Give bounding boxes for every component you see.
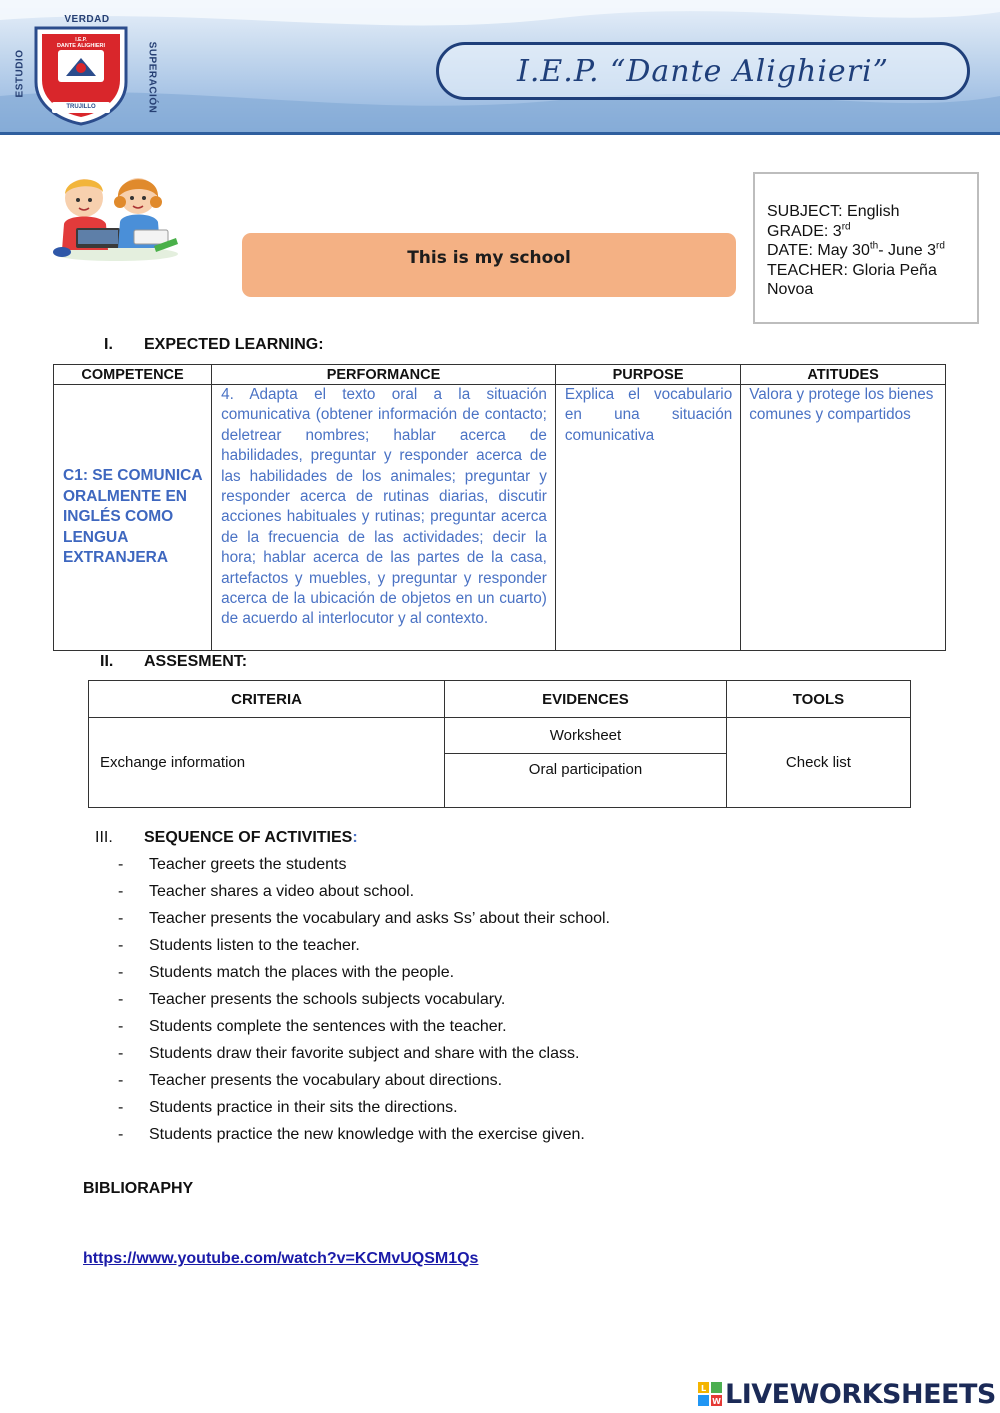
section-title: EXPECTED LEARNING: xyxy=(144,336,324,353)
lesson-info-box xyxy=(753,172,979,324)
watermark-text: LIVEWORKSHEETS xyxy=(725,1378,996,1410)
activities-list xyxy=(118,855,918,1152)
crest-top-word: VERDAD xyxy=(64,14,110,25)
column-header-performance: PERFORMANCE xyxy=(212,365,556,385)
list-item: - Students match the places with the people. xyxy=(118,963,918,990)
purpose-cell: Explica el vocabulario en una situación comunicativa xyxy=(555,385,740,651)
column-header-tools: TOOLS xyxy=(726,681,910,718)
column-header-competence: COMPETENCE xyxy=(54,365,212,385)
date-end: - June 3 xyxy=(878,242,936,259)
school-crest xyxy=(12,10,158,125)
teacher-line: TEACHER: Gloria Peña Novoa xyxy=(767,261,937,298)
crest-inner-line1: I.E.P. xyxy=(75,37,87,43)
crest-bottom-word: TRUJILLO xyxy=(66,104,96,110)
assessment-table xyxy=(88,680,911,808)
list-item: - Teacher shares a video about school. xyxy=(118,882,918,909)
evidence-cell-worksheet: Worksheet xyxy=(445,718,727,754)
table-header-row xyxy=(89,681,911,718)
crest-left-word: ESTUDIO xyxy=(14,49,26,98)
school-name-banner xyxy=(436,42,970,100)
list-item: - Teacher presents the vocabulary and asks Ss’ about their school. xyxy=(118,909,918,936)
table-row xyxy=(54,385,946,651)
section-title-colon: : xyxy=(352,829,358,846)
tools-cell: Check list xyxy=(726,718,910,808)
expected-learning-heading xyxy=(104,336,324,354)
lesson-title-box xyxy=(242,233,736,297)
table-header-row xyxy=(54,365,946,385)
list-item: - Students practice in their sits the directions. xyxy=(118,1098,918,1125)
subject-line: SUBJECT: English xyxy=(767,203,900,220)
date-line xyxy=(767,241,969,261)
liveworksheets-watermark xyxy=(698,1377,996,1411)
section-number: I. xyxy=(104,336,113,353)
column-header-evidences: EVIDENCES xyxy=(445,681,727,718)
list-item: - Students practice the new knowledge with the exercise given. xyxy=(118,1125,918,1152)
date-start-suffix: th xyxy=(869,240,879,252)
school-name: I.E.P. “Dante Alighieri” xyxy=(517,53,889,89)
grade-text: GRADE: 3 xyxy=(767,222,842,240)
column-header-attitudes: ATITUDES xyxy=(741,365,946,385)
list-item: - Teacher presents the vocabulary about directions. xyxy=(118,1071,918,1098)
column-header-criteria: CRITERIA xyxy=(89,681,445,718)
activities-heading xyxy=(95,829,358,847)
bibliography-link[interactable]: https://www.youtube.com/watch?v=KCMvUQSM1Qs xyxy=(83,1250,479,1267)
assessment-heading xyxy=(100,653,247,671)
section-title: SEQUENCE OF ACTIVITIES xyxy=(144,829,353,846)
date-end-suffix: rd xyxy=(936,240,945,252)
performance-cell: 4. Adapta el texto oral a la situación comunicativa (obtener información de contacto; deletrear nombres; hablar acerca de habilidades, preguntar y responder acerca de las habilidades de los animales; preguntar y responder acerca de rutinas diarias, discutir acciones habituales y rutinas; preguntar acerca de la frecuencia de las actividades; decir la hora; hablar acerca de las partes de la casa, artefactos y muebles, y preguntar y responder acerca de la ubicación de objetos en un cuarto) de acuerdo al interlocutor y al contexto. xyxy=(212,385,556,651)
date-start: DATE: May 30 xyxy=(767,242,870,259)
header-banner xyxy=(0,0,1000,135)
list-item: - Students listen to the teacher. xyxy=(118,936,918,963)
bibliography-heading: BIBLIORAPHY xyxy=(83,1180,194,1197)
lesson-title: This is my school xyxy=(407,248,571,268)
grade-line xyxy=(767,222,969,242)
grade-suffix: rd xyxy=(841,221,851,233)
logo-letter-l: L xyxy=(700,1384,707,1393)
list-item: - Teacher greets the students xyxy=(118,855,918,882)
criteria-cell: Exchange information xyxy=(89,718,445,808)
kids-illustration-icon xyxy=(50,168,182,262)
section-number: III. xyxy=(95,829,113,846)
logo-letter-w: W xyxy=(712,1397,721,1406)
list-item: - Students complete the sentences with the teacher. xyxy=(118,1017,918,1044)
evidence-cell-oral: Oral participation xyxy=(445,754,727,808)
expected-learning-table xyxy=(53,364,946,651)
list-item: - Students draw their favorite subject and share with the class. xyxy=(118,1044,918,1071)
crest-right-word: SUPERACIÓN xyxy=(146,41,158,114)
table-row xyxy=(89,718,911,754)
section-title: ASSESMENT: xyxy=(144,653,248,670)
list-item: - Teacher presents the schools subjects vocabulary. xyxy=(118,990,918,1017)
crest-inner-line2: DANTE ALIGHIERI xyxy=(56,43,106,49)
competence-cell: C1: SE COMUNICA ORALMENTE EN INGLÉS COMO LENGUA EXTRANJERA xyxy=(54,385,212,651)
liveworksheets-logo-icon xyxy=(698,1382,722,1406)
column-header-purpose: PURPOSE xyxy=(555,365,740,385)
attitudes-cell: Valora y protege los bienes comunes y compartidos xyxy=(741,385,946,651)
section-number: II. xyxy=(100,653,114,670)
